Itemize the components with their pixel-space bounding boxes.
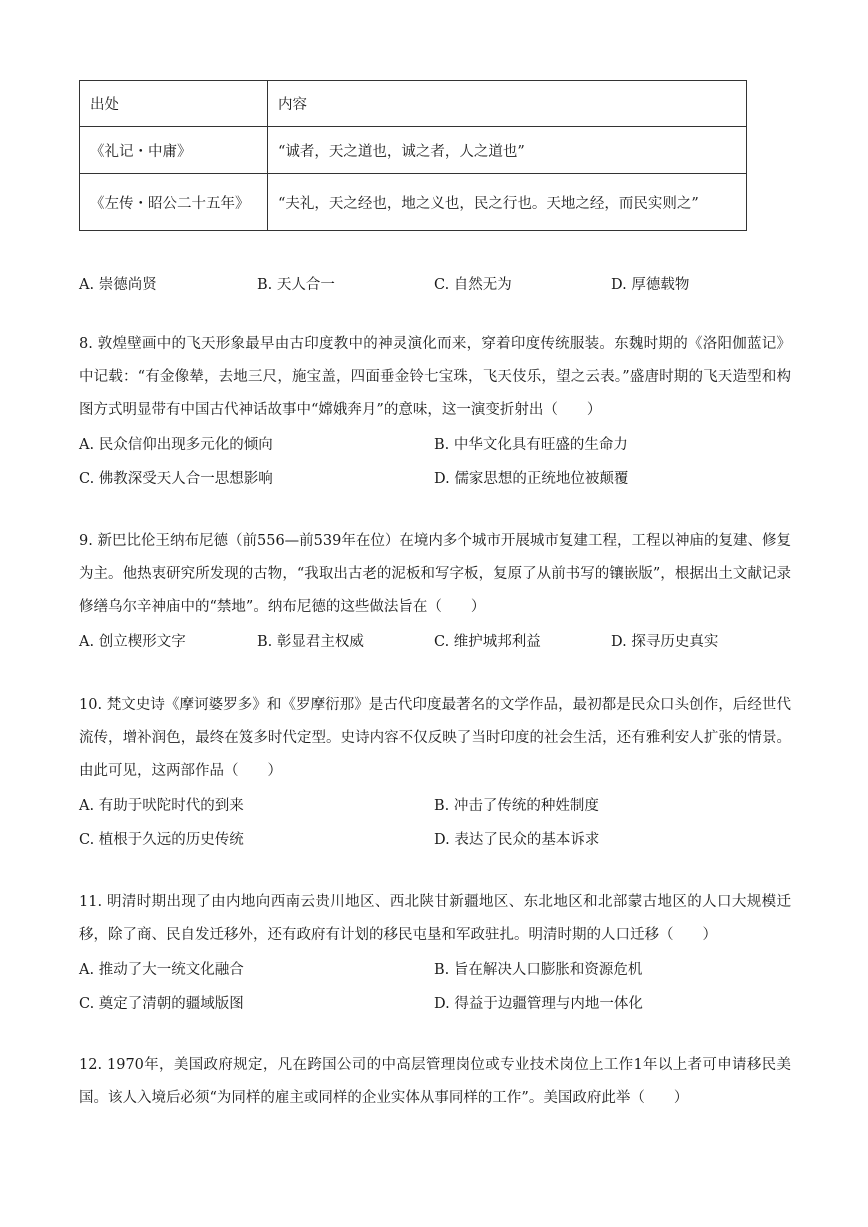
question-11-options-row-2 [79,986,791,1020]
question-8 [79,328,791,495]
q11-option-c[interactable]: C. 奠定了清朝的疆域版图 [79,996,244,1012]
q7-option-d[interactable]: D. 厚德载物 [611,277,690,293]
q9-option-c[interactable]: C. 维护城邦利益 [434,634,541,650]
q8-option-c[interactable]: C. 佛教深受天人合一思想影响 [79,471,273,487]
question-10 [79,689,791,856]
table-cell-content: “夫礼，天之经也，地之义也，民之行也。天地之经，而民实则之” [268,174,747,231]
q10-option-c[interactable]: C. 植根于久远的历史传统 [79,832,244,848]
q9-option-d[interactable]: D. 探寻历史真实 [611,634,719,650]
q8-option-a[interactable]: A. 民众信仰出现多元化的倾向 [79,437,273,453]
question-9 [79,525,791,658]
q11-option-b[interactable]: B. 旨在解决人口膨胀和资源危机 [434,962,643,978]
q10-option-a[interactable]: A. 有助于吠陀时代的到来 [79,798,244,814]
q9-option-b[interactable]: B. 彰显君主权威 [257,634,364,650]
question-12-stem: 12. 1970年，美国政府规定，凡在跨国公司的中高层管理岗位或专业技术岗位上工作1年以上者可申请移民美国。该人入境后必须“为同样的雇主或同样的企业实体从事同样的工作”。美国政府此举（ ） [79,1057,791,1106]
question-11-stem: 11. 明清时期出现了由内地向西南云贵川地区、西北陕甘新疆地区、东北地区和北部蒙古地区的人口大规模迁移，除了商、民自发迁移外，还有政府有计划的移民屯垦和军政驻扎。明清时期的人口迁移（ ） [79,894,791,943]
question-8-options-row-1 [79,427,791,461]
question-10-options-row-1 [79,788,791,822]
q9-option-a[interactable]: A. 创立楔形文字 [79,634,186,650]
table-header-source: 出处 [80,81,268,127]
question-8-stem: 8. 敦煌壁画中的飞天形象最早由古印度教中的神灵演化而来，穿着印度传统服装。东魏时期的《洛阳伽蓝记》中记载：“有金像辇，去地三尺，施宝盖，四面垂金铃七宝珠，飞天伎乐，望之云表。”盛唐时期的飞天造型和构图方式明显带有中国古代神话故事中“嫦娥奔月”的意味，这一演变折射出（ ） [79,336,791,418]
q11-option-d[interactable]: D. 得益于边疆管理与内地一体化 [434,996,643,1012]
q7-option-b[interactable]: B. 天人合一 [257,277,335,293]
q8-option-b[interactable]: B. 中华文化具有旺盛的生命力 [434,437,628,453]
table-cell-source: 《左传・昭公二十五年》 [80,174,268,231]
question-10-stem: 10. 梵文史诗《摩诃婆罗多》和《罗摩衍那》是古代印度最著名的文学作品，最初都是民众口头创作，后经世代流传，增补润色，最终在笈多时代定型。史诗内容不仅反映了当时印度的社会生活，还有雅利安人扩张的情景。由此可见，这两部作品（ ） [79,697,791,779]
question-10-options-row-2 [79,822,791,856]
q8-option-d[interactable]: D. 儒家思想的正统地位被颠覆 [434,471,629,487]
question-12 [79,1049,791,1115]
question-9-stem: 9. 新巴比伦王纳布尼德（前556—前539年在位）在境内多个城市开展城市复建工程，工程以神庙的复建、修复为主。他热衷研究所发现的古物，“我取出古老的泥板和写字板，复原了从前书写的镶嵌版”，根据出土文献记录修缮乌尔辛神庙中的“禁地”。纳布尼德的这些做法旨在（ ） [79,533,791,615]
question-9-options-row [79,624,791,658]
q11-option-a[interactable]: A. 推动了大一统文化融合 [79,962,244,978]
q7-option-c[interactable]: C. 自然无为 [434,277,512,293]
table-row [80,174,747,231]
table-header-content: 内容 [268,81,747,127]
table-cell-content: “诚者，天之道也，诚之者，人之道也” [268,127,747,174]
question-11-options-row-1 [79,952,791,986]
q10-option-b[interactable]: B. 冲击了传统的种姓制度 [434,798,599,814]
source-table [79,80,747,231]
question-11 [79,886,791,1020]
question-8-options-row-2 [79,461,791,495]
table-cell-source: 《礼记・中庸》 [80,127,268,174]
table-row [80,127,747,174]
table-header-row [80,81,747,127]
q10-option-d[interactable]: D. 表达了民众的基本诉求 [434,832,600,848]
q7-option-a[interactable]: A. 崇德尚贤 [79,277,157,293]
